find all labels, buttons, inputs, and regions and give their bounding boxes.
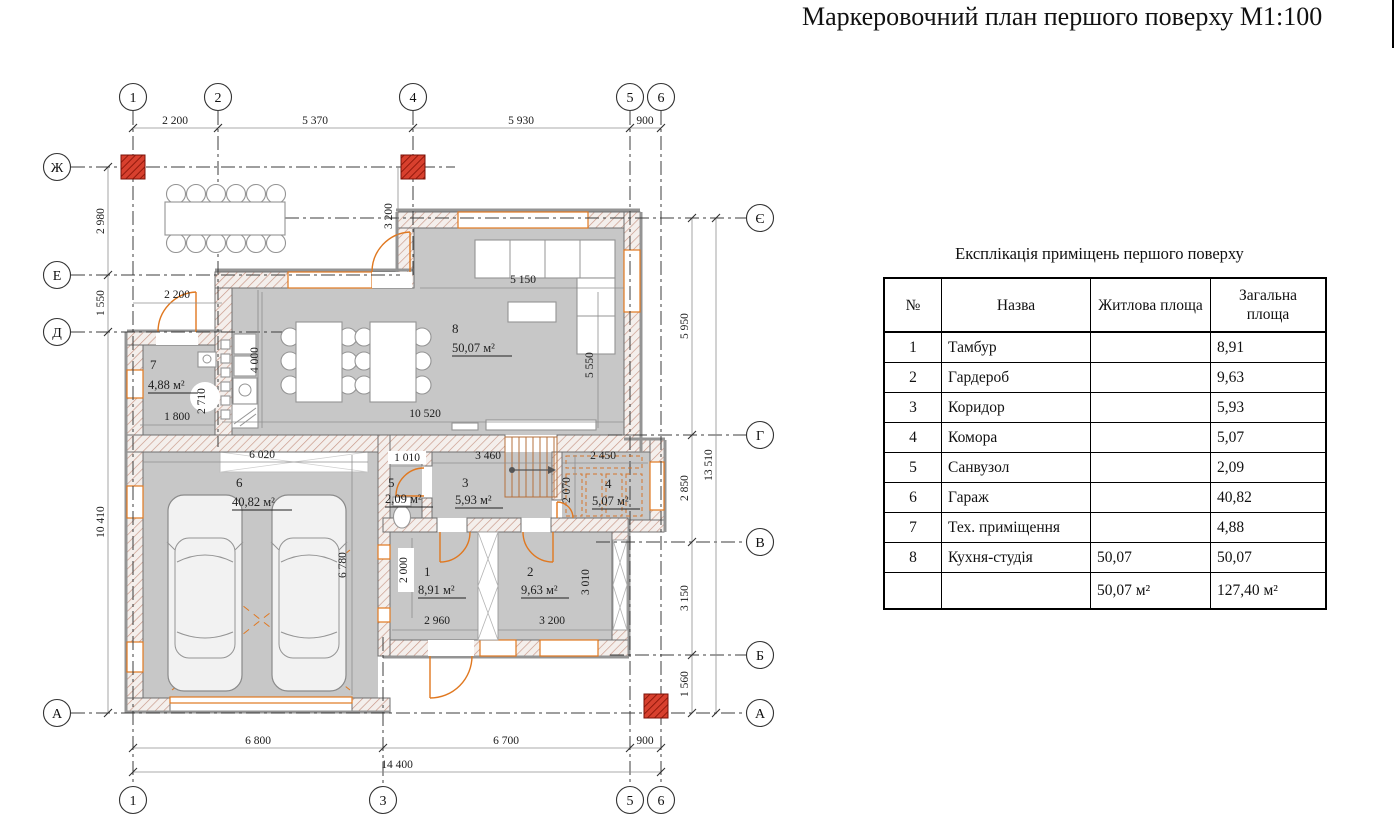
- window: [378, 608, 390, 622]
- table-row: 2 Гардероб 9,63: [884, 363, 1326, 393]
- dim-label: 1 800: [164, 411, 190, 423]
- axis-marker: [120, 84, 147, 111]
- svg-text:В: В: [755, 536, 765, 551]
- axis-marker: [747, 642, 774, 669]
- col-header-num: №: [884, 278, 942, 332]
- svg-text:8,91 м²: 8,91 м²: [418, 583, 455, 597]
- table-row: 8 Кухня-студія 50,07 50,07: [884, 543, 1326, 573]
- window: [650, 462, 664, 510]
- dim-label: 4 000: [249, 347, 261, 373]
- dim-label: 3 200: [539, 615, 565, 627]
- dim-label: 1 560: [679, 671, 691, 697]
- dim-label: 2 710: [196, 388, 208, 414]
- dim-label: 5 930: [508, 115, 534, 127]
- column-icon: [644, 694, 668, 718]
- svg-text:7: 7: [150, 357, 157, 372]
- dim-label: 2 450: [590, 450, 616, 462]
- dim-label: 1 550: [95, 290, 107, 316]
- dim-label: 10 520: [409, 408, 441, 420]
- svg-text:2: 2: [214, 91, 222, 106]
- svg-text:4: 4: [605, 476, 612, 491]
- table-row: 5 Санвузол 2,09: [884, 453, 1326, 483]
- column-icon: [401, 155, 425, 179]
- svg-text:5: 5: [388, 475, 395, 490]
- table-header-row: [884, 278, 1326, 332]
- dim-label: 3 460: [475, 450, 501, 462]
- svg-text:5: 5: [626, 91, 634, 106]
- title-border-line: [1392, 0, 1394, 48]
- svg-text:Е: Е: [52, 269, 62, 284]
- dim-label: 2 850: [679, 475, 691, 501]
- svg-text:5: 5: [626, 794, 634, 809]
- dim-label: 2 960: [424, 615, 450, 627]
- svg-text:Є: Є: [755, 212, 765, 227]
- dim-label: 3 010: [580, 569, 592, 595]
- dim-label: 10 410: [95, 506, 107, 538]
- car: [167, 495, 243, 691]
- svg-text:Ж: Ж: [50, 161, 64, 176]
- col-header-living: Житлова площа: [1091, 278, 1211, 332]
- window: [458, 212, 588, 228]
- axis-marker: [44, 262, 71, 289]
- svg-text:1: 1: [424, 564, 431, 579]
- axis-marker: [370, 787, 397, 814]
- svg-text:6: 6: [236, 475, 243, 490]
- axis-marker: [44, 319, 71, 346]
- svg-text:Д: Д: [52, 326, 62, 341]
- svg-text:1: 1: [129, 91, 137, 106]
- window: [127, 370, 143, 398]
- dim-label: 2 070: [561, 477, 573, 503]
- page-title: Маркеровочний план першого поверху М1:100: [802, 2, 1323, 31]
- col-header-total: Загальна площа: [1211, 278, 1327, 332]
- dim-label: 5 370: [302, 115, 328, 127]
- table-row: 6 Гараж 40,82: [884, 483, 1326, 513]
- axis-marker: [120, 787, 147, 814]
- axis-marker: [747, 205, 774, 232]
- svg-text:9,63 м²: 9,63 м²: [521, 583, 558, 597]
- door: [428, 640, 474, 698]
- table-caption: Експлікація приміщень першого поверху: [955, 244, 1244, 263]
- svg-text:2,09 м²: 2,09 м²: [385, 492, 422, 506]
- svg-text:5,93 м²: 5,93 м²: [455, 493, 492, 507]
- window: [624, 250, 640, 312]
- axis-marker: [617, 787, 644, 814]
- dim-label: 6 800: [245, 735, 271, 747]
- window: [378, 545, 390, 559]
- window: [127, 486, 143, 518]
- svg-text:6: 6: [657, 794, 665, 809]
- dim-label: 3 200: [383, 203, 395, 229]
- window: [127, 642, 143, 672]
- dim-label: 5 950: [679, 313, 691, 339]
- explication-table: [883, 277, 1327, 610]
- total-overall: 127,40 м²: [1211, 573, 1327, 610]
- svg-text:А: А: [754, 707, 766, 722]
- col-header-name: Назва: [942, 278, 1091, 332]
- window: [480, 640, 516, 656]
- column-icon: [121, 155, 145, 179]
- dining-table: [355, 322, 431, 402]
- table-row: 7 Тех. приміщення 4,88: [884, 513, 1326, 543]
- svg-text:3: 3: [379, 794, 387, 809]
- table-row: 3 Коридор 5,93: [884, 393, 1326, 423]
- svg-text:6: 6: [657, 91, 665, 106]
- axis-marker: [44, 154, 71, 181]
- coffee-table: [508, 302, 556, 322]
- axis-marker: [747, 529, 774, 556]
- dim-label: 5 550: [584, 352, 596, 378]
- svg-text:40,82 м²: 40,82 м²: [232, 495, 275, 509]
- svg-text:4,88 м²: 4,88 м²: [148, 378, 185, 392]
- car: [271, 495, 347, 691]
- svg-text:1: 1: [129, 794, 137, 809]
- total-living: 50,07 м²: [1091, 573, 1211, 610]
- dim-label: 3 150: [679, 585, 691, 611]
- table-row: 4 Комора 5,07: [884, 423, 1326, 453]
- dim-label: 2 000: [398, 557, 410, 583]
- axis-marker: [44, 700, 71, 727]
- svg-text:А: А: [51, 707, 63, 722]
- svg-text:8: 8: [452, 321, 459, 336]
- dining-table: [281, 322, 357, 402]
- outdoor-dining-set: [165, 185, 286, 253]
- boiler: [198, 352, 216, 367]
- dim-label: 2 980: [95, 208, 107, 234]
- table-totals-row: [884, 573, 1326, 610]
- svg-text:2: 2: [527, 564, 534, 579]
- dim-label: 6 700: [493, 735, 519, 747]
- axis-marker: [648, 787, 675, 814]
- dim-label: 14 400: [381, 759, 413, 771]
- window: [288, 272, 372, 288]
- axis-marker: [648, 84, 675, 111]
- dim-label: 13 510: [703, 449, 715, 481]
- dim-label: 6 780: [337, 552, 349, 578]
- svg-text:4: 4: [409, 91, 417, 106]
- dim-label: 900: [636, 735, 654, 747]
- axis-marker: [400, 84, 427, 111]
- svg-text:3: 3: [462, 475, 469, 490]
- svg-text:Б: Б: [755, 649, 765, 664]
- axis-marker: [617, 84, 644, 111]
- svg-text:50,07 м²: 50,07 м²: [452, 341, 495, 355]
- axis-marker: [205, 84, 232, 111]
- svg-text:Г: Г: [755, 429, 765, 444]
- window: [540, 640, 598, 656]
- axis-marker: [747, 700, 774, 727]
- dim-label: 1 010: [394, 452, 420, 464]
- dim-label: 2 200: [162, 115, 188, 127]
- svg-text:5,07 м²: 5,07 м²: [592, 494, 629, 508]
- dim-label: 2 200: [164, 289, 190, 301]
- dim-label: 6 020: [249, 449, 275, 461]
- axis-marker: [747, 422, 774, 449]
- dim-label: 5 150: [510, 274, 536, 286]
- table-row: 1 Тамбур 8,91: [884, 332, 1326, 363]
- dim-label: 900: [636, 115, 654, 127]
